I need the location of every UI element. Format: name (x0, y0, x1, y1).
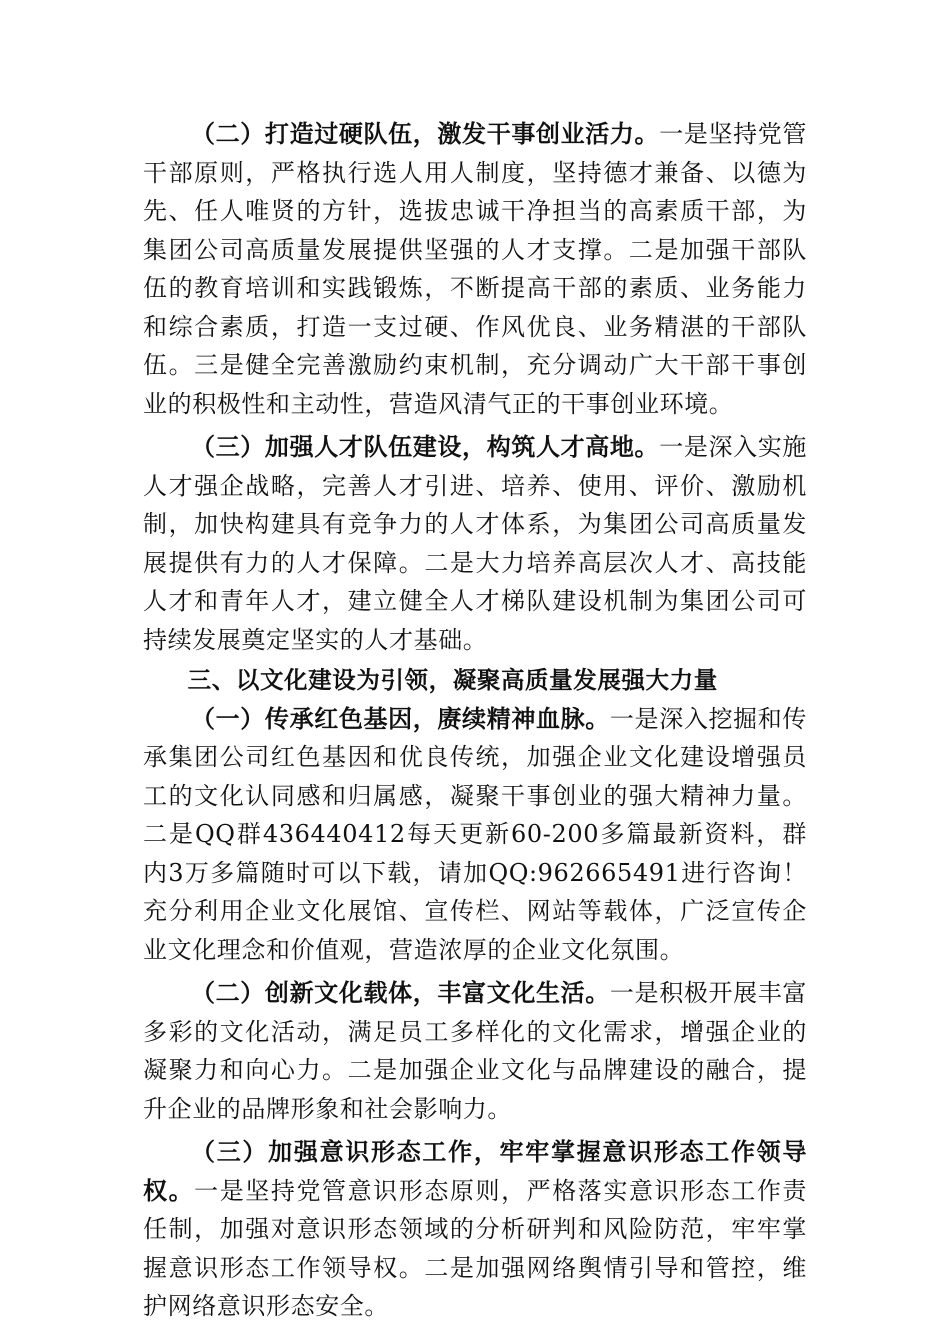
paragraph-culture-carrier (143, 974, 807, 1128)
paragraph-lead: （二）创新文化载体，丰富文化生活。 (191, 978, 610, 1007)
paragraph-body: 一是深入实施人才强企战略，完善人才引进、培养、使用、评价、激励机制，加快构建具有竞争力的人才体系，为集团公司高质量发展提供有力的人才保障。二是大力培养高层次人才、高技能人才和青年人才，建立健全人才梯队建设机制为集团公司可持续发展奠定坚实的人才基础。 (143, 433, 807, 654)
paragraph-body: 一是积极开展丰富多彩的文化活动，满足员工多样化的文化需求，增强企业的凝聚力和向心力。二是加强企业文化与品牌建设的融合，提升企业的品牌形象和社会影响力。 (143, 979, 807, 1123)
paragraph-body: 一是坚持党管干部原则，严格执行选人用人制度，坚持德才兼备、以德为先、任人唯贤的方针，选拔忠诚干净担当的高素质干部，为集团公司高质量发展提供坚强的人才支撑。二是加强干部队伍的教育培训和实践锻炼，不断提高干部的素质、业务能力和综合素质，打造一支过硬、作风优良、业务精湛的干部队伍。三是健全完善激励约束机制，充分调动广大干部干事创业的积极性和主动性，营造风清气正的干事创业环境。 (143, 120, 807, 418)
document-page (143, 115, 807, 1326)
paragraph-red-gene (143, 700, 807, 970)
paragraph-lead: （一）传承红色基因，赓续精神血脉。 (191, 703, 610, 733)
paragraph-lead: （二）打造过硬队伍，激发干事创业活力。 (191, 119, 660, 148)
paragraph-talent-team (143, 428, 807, 659)
paragraph-body: 一是坚持党管意识形态原则，严格落实意识形态工作责任制，加强对意识形态领域的分析研判和风险防范，牢牢掌握意识形态工作领导权。二是加强网络舆情引导和管控，维护网络意识形态安全。 (143, 1176, 807, 1320)
section-heading: 三、以文化建设为引领，凝聚高质量发展强大力量 (187, 666, 718, 694)
paragraph-body: 一是深入挖掘和传承集团公司红色基因和优良传统，加强企业文化建设增强员工的文化认同感和归属感，凝聚干事创业的强大精神力量。二是QQ群436440412每天更新60-200多篇最新资料，群内3万多篇随时可以下载，请加QQ:962665491进行咨询！充分利用企业文化展馆、宣传栏、网站等载体，广泛宣传企业文化理念和价值观，营造浓厚的企业文化氛围。 (143, 704, 807, 964)
paragraph-lead: （三）加强意识形态工作，牢牢掌握意识形态工作领导权。 (143, 1137, 807, 1205)
paragraph-ideology-work (143, 1133, 807, 1326)
paragraph-lead: （三）加强人才队伍建设，构筑人才高地。 (191, 432, 660, 461)
paragraph-team-building (143, 115, 807, 423)
